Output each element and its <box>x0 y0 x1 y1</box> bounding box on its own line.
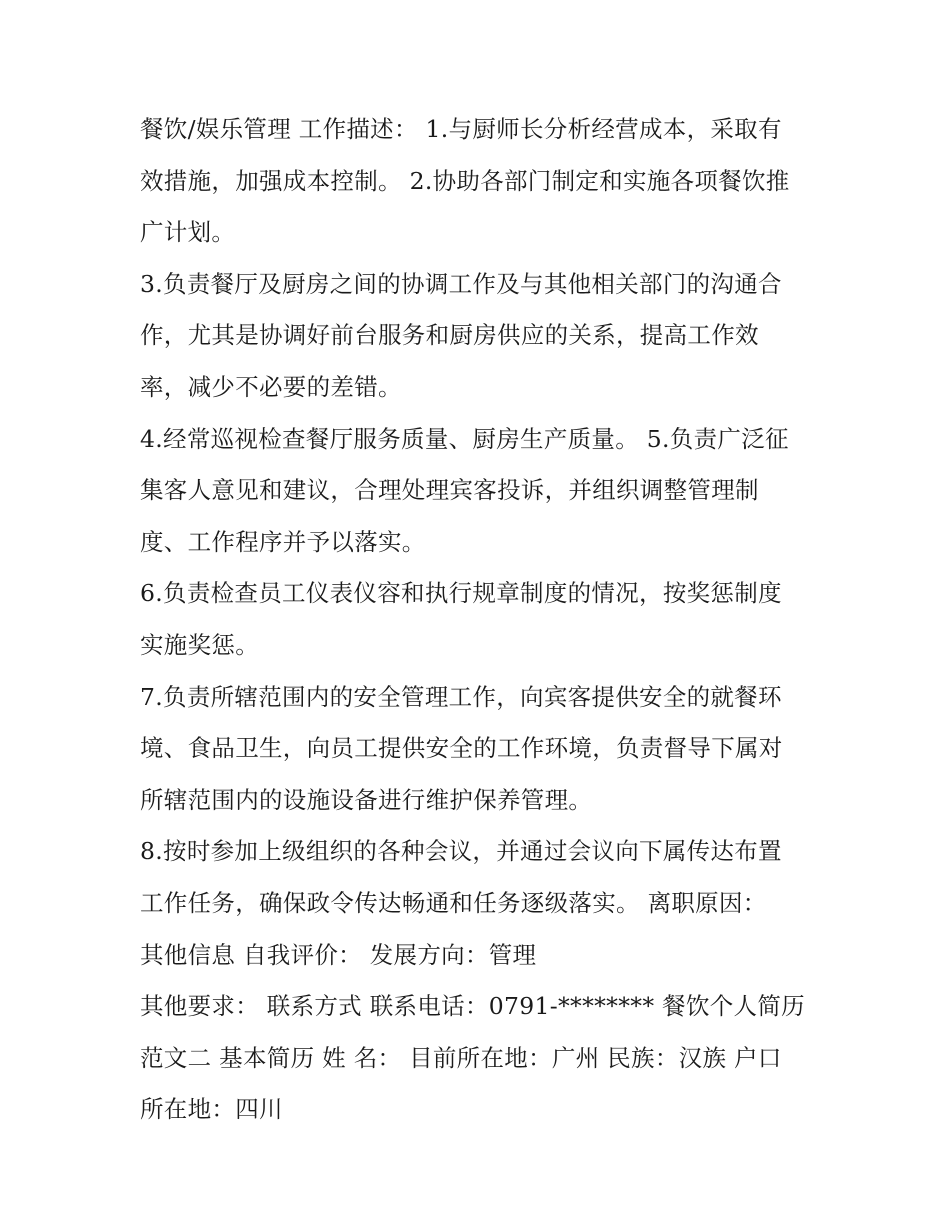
text-line: 实施奖惩。 <box>140 630 259 659</box>
text-line: 3.负责餐厅及厨房之间的协调工作及与其他相关部门的沟通合 <box>140 269 782 298</box>
text-line: 工作任务，确保政令传达畅通和任务逐级落实。 离职原因： <box>140 888 767 917</box>
text-line: 其他要求： 联系方式 联系电话：0791-******** 餐饮个人简历 <box>140 992 805 1021</box>
text-line: 率，减少不必要的差错。 <box>140 372 402 401</box>
text-line: 所辖范围内的设施设备进行维护保养管理。 <box>140 785 593 814</box>
text-line: 4.经常巡视检查餐厅服务质量、厨房生产质量。 5.负责广泛征 <box>140 424 789 453</box>
text-line: 7.负责所辖范围内的安全管理工作，向宾客提供安全的就餐环 <box>140 682 782 711</box>
text-line: 餐饮/娱乐管理 工作描述： 1.与厨师长分析经营成本，采取有 <box>140 115 782 143</box>
text-line: 6.负责检查员工仪表仪容和执行规章制度的情况，按奖惩制度 <box>140 579 782 608</box>
text-line: 所在地：四川 <box>140 1095 283 1124</box>
text-line: 作，尤其是协调好前台服务和厨房供应的关系，提高工作效 <box>140 321 759 350</box>
text-line: 其他信息 自我评价： 发展方向：管理 <box>140 940 537 969</box>
text-line: 广计划。 <box>140 218 236 247</box>
text-line: 境、食品卫生，向员工提供安全的工作环境，负责督导下属对 <box>140 734 783 763</box>
text-line: 效措施，加强成本控制。 2.协助各部门制定和实施各项餐饮推 <box>140 166 790 195</box>
text-line: 范文二 基本简历 姓 名： 目前所在地：广州 民族：汉族 户口 <box>140 1043 782 1072</box>
text-line: 集客人意见和建议，合理处理宾客投诉，并组织调整管理制 <box>140 476 759 505</box>
document-body <box>140 104 812 1136</box>
text-line: 8.按时参加上级组织的各种会议，并通过会议向下属传达布置 <box>140 837 782 866</box>
text-line: 度、工作程序并予以落实。 <box>140 527 426 556</box>
